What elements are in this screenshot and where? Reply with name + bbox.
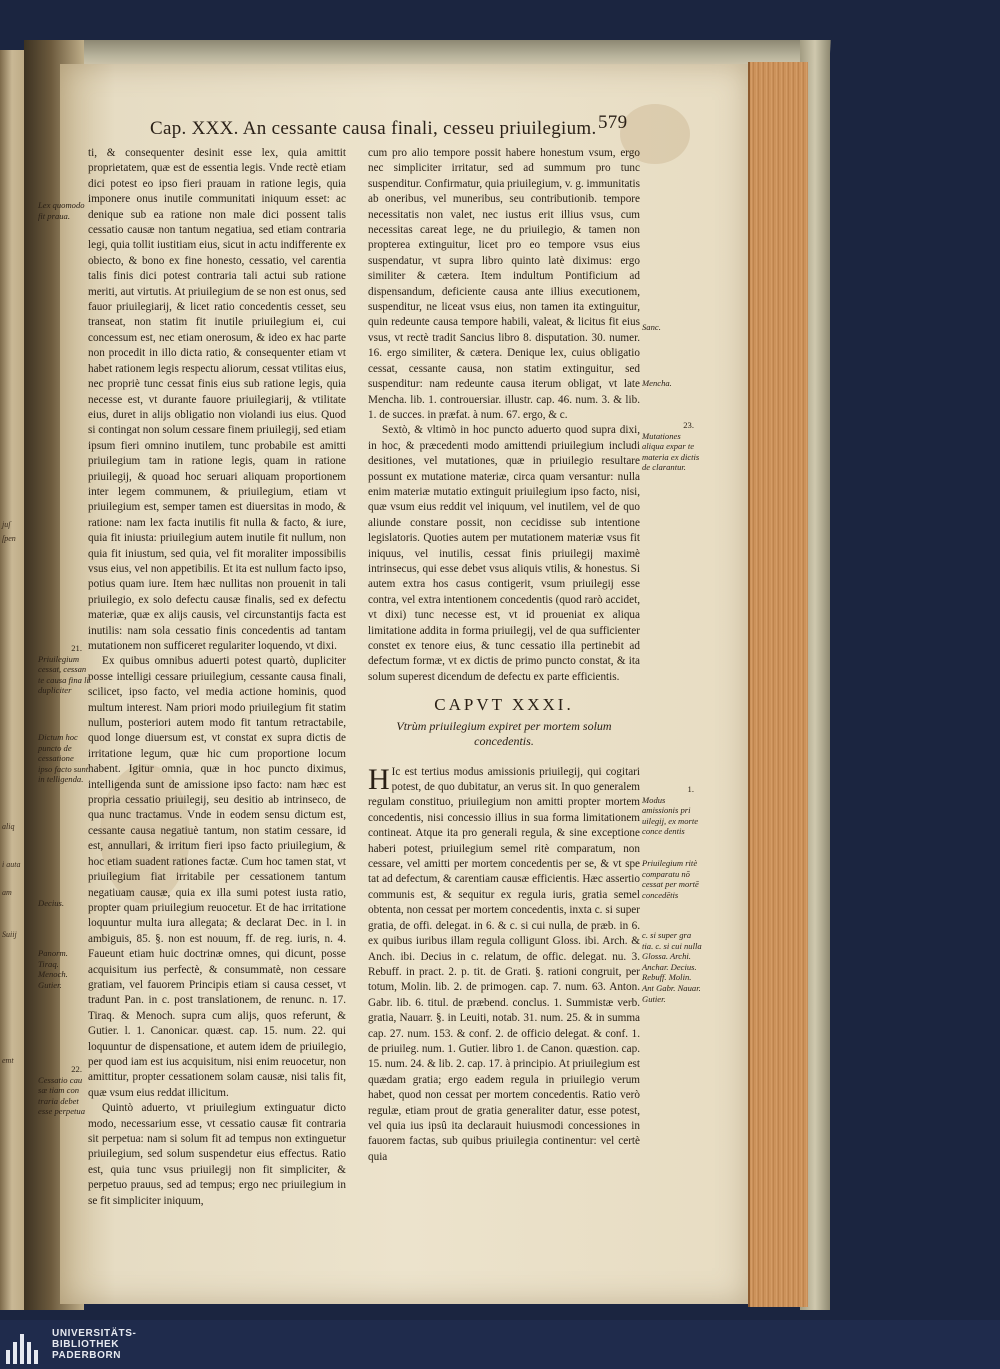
paragraph: ti, & consequenter desinit esse lex, quia amittit proprietatem, quæ est de essentia legis. Vnde rectè etiam dici potest eo ipso fieri prauam in ratione legis, quia imponere onus inutile communitati iniquum esset: ac denique sub ea ratione non male dici possent talis cessatio causæ non tantum negatiua, sed etiam contraria legi, quia tollit iustitiam eius, sicut in actu indifferente ex obiecto, & bono ex fine honesto, cessatio, vel carentia talis finis dici potest contraria tali actui sub ratione meriti, aut virtutis. At priuilegium de se non est onus, sed fauor priuilegiarij, & licet ratio concedentis cesset, seu transeat, non statim fit inutile priuilegium ei, cui concessum est, nec etiam onerosum, & ideo ex hac parte non procedit in illo dicta ratio, & consequenter etiam vt habet rationem legis respectu aliorum, cessat vtilitas eius, nec propriè tunc cessat finis eius sub ratione legis, quia necesse est, vt durante fauore priuilegiarij, & vtilitate eius, duret in alijs obligatio non violandi ius eius. Quod si contingat non solum cessare finem priuilegij, sed etiam ipsum fieri omnino inutilem, tunc probabile est amitti priuilegium tam in ratione legis, quam in ratione priuilegij, & quoad hoc seruari aliquam proportionem inter legem communem, & priuilegium, etiam vt priuilegium est, semper tamen est diuersitas in modo, & ratione: nam lex facta inutilis fit nulla & facto, & iure, quia fit iniusta: priuilegium autem inutile fit nullum, non quia fit iniustum, sed quia, vel fit moraliter impossibilis vsus eius, vel non appetibilis. Et ita est nullum facto ipso, potius quam iure. Item hæc nullitas non prouenit in tali priuilegio, ex solo defectu causæ finalis, sed ex defectu materiæ, quæ ex alijs causis, vel circunstantijs facta est inutilis: nam sola cessatio finis concedentis ad tantam mutationem non sufficeret regulariter loquendo, vt dixi. xyxy=(88,147,346,652)
margin-note: Sanc. xyxy=(642,322,661,332)
text-column-right xyxy=(368,146,640,1165)
paragraph: Quintò aduerto, vt priuilegium extinguatur dicto modo, necessarium esse, vt cessatio causæ fit contraria sit perpetua: nam si solum fit ad tempus non extinguetur priuilegium, sed solum suspendetur eius effectus. Ratio est, quia tunc vsus priuilegij non fit simpliciter, & perpetuo prauus, sed ad tempus; ergo nec priuilegium in se fit simpliciter iniquum, xyxy=(88,1102,346,1207)
margin-note: Dictum hoc puncto de cessatione ipso facto sunt in telligenda. xyxy=(38,732,89,785)
margin-note: 23. Mutationes aliqua expar te materia ex dictis de clarantur. xyxy=(642,420,700,473)
margin-note: Priuilegium ritè comparatu nō cessat per mortē concedētis xyxy=(642,858,699,900)
footer-bar xyxy=(0,1320,1000,1369)
chapter-paragraph xyxy=(368,762,640,1166)
left-page-fragment: juſ xyxy=(2,520,11,529)
left-page-fragment: ſpen xyxy=(2,534,16,543)
margin-note: 1. Modus amissionis pri uilegij, ex morte conce dentis xyxy=(642,784,699,837)
logo-line: UNIVERSITÄTS- xyxy=(52,1328,137,1339)
margin-note: 21. Priuilegium cessat, cessan te causa fina li dupliciter xyxy=(38,643,89,696)
margin-note: Mencha. xyxy=(642,378,672,388)
left-page-fragment: i auta xyxy=(2,860,21,869)
margin-note: Decius. xyxy=(38,898,65,908)
logo-line: BIBLIOTHEK xyxy=(52,1339,120,1350)
left-page-fragment: Suiij xyxy=(2,930,17,939)
book-board-top xyxy=(59,40,830,66)
page-fore-edge xyxy=(748,62,808,1307)
drop-cap: H xyxy=(368,762,390,796)
chapter-body: Ic est tertius modus amissionis priuilegij, qui cogitari potest, de quo dubitatur, an verus sit. In quo generalem regulam constituo, priuilegium non amitti propter mortem concedentis, nisi concessio illius in sua forma limitationem contineat. Atque ita pro generali regula, & sine exceptione haberi potest, priuilegium semel ritè comparatum, non cessare, vel amitti per mortem concedentis per se, & vt spe tat ad defectum, & carentiam causæ efficientis. Hæc assertio communis est, & sequitur ex regula iuris, gratia semel obtenta, non cessat per mortem concedentis, inxta c. si super gratia, de offi. delegat. in 6. & c. si cui nulla, de præb. in 6. ex quibus iuribus illam regula colligunt Gloss. ibi. Arch. & Anch. ibi. Decius in c. relatum, de offic. delegat. nu. 3. Rebuff. in pract. 2. p. tit. de Grati. §. rationi congruit, per totum, Molin. lib. 2. de primogen. cap. 7. num. 63. Anton. Gabr. lib. 6. titul. de præbend. conclus. 1. Summistæ verb. gratia, Nauarr. §. in Leuiti, notab. 31. num. 25. & in summa cap. 27. num. 153. & conf. 2. de officio delegat. & conf. 1. de priuileg. num. 1. Gutier. libro 1. de Canon. quæstion. cap. 15. num. 24. & lib. 2. cap. 17. à principio. At priuilegium est quædam gratia; ergo eadem regula in priuilegio verum habet, quod non cessat per mortem concedentis. Ratio verò regulæ, etiam prout de gratia generaliter datur, esse potest, vel quia ius ipsû ita declarauit huiusmodi concessiones in fauorem factas, sub quibus priuilegia continentur: vel certè quia xyxy=(368,765,640,1163)
library-logo-icon xyxy=(6,1326,44,1364)
margin-note: c. si super gra tia. c. si cui nulla Glossa. Archi. Anchar. Decius. Rebuff. Molin. Ant Gabr. Nauar. Gutier. xyxy=(642,930,702,1004)
left-page-fragment: emt xyxy=(2,1056,14,1065)
margin-note: 22. Cessatio cau sæ tiam con traria debet esse perpetua xyxy=(38,1064,86,1117)
chapter-heading: CAPVT XXXI. xyxy=(434,695,574,715)
paragraph: cum pro alio tempore possit habere honestum vsum, ergo nec simpliciter irritatur, sed ad summum pro tunc suspenditur. Confirmatur, quia priuilegium, v. g. immunitatis ab oneribus, vel muneribus, seu contributionib. tempore necessitatis non valet, nec iustus erit illius vsus, cum necessitas careat lege, ne du priuilegio, & tamen non propterea extinguitur, licet pro eo tempore vsus eius suspendatur, vt supra libro quinto latè diximus: ergo similiter & cætera. Item indultum Pontificium ad dispensandum, deficiente causa ante illius executionem, suspenditur, ne liceat vsus eius, non tamen ita extinguitur, quin redeunte causa tempore habili, valeat, & licitus fit eius vsus, vt rectè tradit Sancius libro 8. disputation. 30. numer. 16. ergo similiter, & cætera. Denique lex, cuius obligatio cessat, cessante causa, non statim extinguitur, sed suspenditur: nam redeunte causa iterum obligat, vt late Mencha. lib. 1. controuersiar. illustr. cap. 46. num. 3. & lib. 1. de succes. in præfat. à num. 67. ergo, & c. xyxy=(368,147,640,421)
logo-line: PADERBORN xyxy=(52,1350,122,1361)
running-head-title: Cap. XXX. An cessante causa finali, cesseu priuilegium. xyxy=(150,118,597,139)
paragraph: Ex quibus omnibus aduerti potest quartò, dupliciter posse intelligi cessare priuilegium, cessante causa finali, scilicet, ipso facto, vel media actione hominis, quod multum interest. Nam priori modo priuilegium fit statim nullum, posteriori autem modo fit tantum retractabile, quod longe diuersum est, vt constat ex supra dictis de irritatione legum, quæ hic cum proportione locum habent. Igitur omnia, quæ in hoc puncto diximus, intelligenda sunt de amissione ipso facto: nam hæc est propria cessatio priuilegij, seu desitio ab intrinseco, de qua nunc tractamus. Vnde in eodem sensu dictum est, cessante causa negatiuè tantum, non statim cessare, id est, annullari, & irritum fieri ipso facto priuilegium, & hoc etiam suadent rationes factæ. Cum hoc tamen stat, vt priuilegium fiat irritabile per cessationem tantum negatiuam causæ, quia ex illa sumi potest iusta ratio, propter quam priuilegium reuocetur. Et de hac irritatione loquuntur multa iura allegata; & declarat Dec. in l. in ambiguis, 85. §. non est nouum, ff. de reg. iuris, n. 4. Faueunt etiam huic doctrinæ omnes, qui dicunt, posse acquisitum ius perfectè, & consummatè, non cessare gratiam, vel fauorem Principis etiam si causa cesset, vt tradunt Pan. in c. post translationem, de renunc. n. 17. Tiraq. & Menoch. supra cum alijs, quos referunt, & Gutier. l. 1. Canonicar. quæst. cap. 15. num. 22. qui loquuntur de dispensatione, et autem idem de priuilegio, per quod iam est ius acquisitum, nisi enim reuocetur, non amittitur, propter cessationem solam causæ, nisi talis fit, quæ vsum eius reddat illicitum. xyxy=(88,655,346,1099)
paragraph: Sextò, & vltimò in hoc puncto aduerto quod supra dixi, in hoc, & præcedenti modo amittendi priuilegium includi desitiones, vel mutationes, quæ in priuilegio resultare possunt ex mutatione materiæ, circa quam versantur: nulla enim materiæ mutatio extinguit priuilegium ipso facto, nisi, quæ vsum eius reddit vel iniquum, vel inutilem, vel de quo aliunde constare possit, non cecidisse sub intentione legislatoris. Quoties autem per mutationem materiæ vsus fit iniquus, vel inutilis, cessat finis priuilegij maximè intrinsecus, qui esse debet vsus aliquis vtilis, & honestus. Si autem extra hos casus contigerit, vsum priuilegij esse contra, vel extra intentionem concedentis (quod rarò accidet, vt dixi) tunc necesse est, vt id proueniat ex aliqua limitatione addita in forma priuilegij, vel de qua sufficienter constet ex tenore eius, & tunc cessatio illa pertinebit ad defectum formæ, vt ex dictis de primo puncto constat, & ita solum superest dicendum de defectu ex parte efficientis. xyxy=(368,424,640,683)
left-page-fragment: am xyxy=(2,888,12,897)
running-head xyxy=(150,112,628,140)
text-column-left xyxy=(88,146,346,1209)
margin-note: Lex quomodo fit praua. xyxy=(38,200,85,221)
library-logo-text xyxy=(52,1328,136,1361)
margin-note: Panorm. Tiraq. Menoch. Gutier. xyxy=(38,948,68,990)
left-page-fragment: aliq xyxy=(2,822,15,831)
folio-number: 579 xyxy=(598,112,628,133)
chapter-subtitle: Vtrùm priuilegium expiret per mortem solum concedentis. xyxy=(396,718,612,748)
